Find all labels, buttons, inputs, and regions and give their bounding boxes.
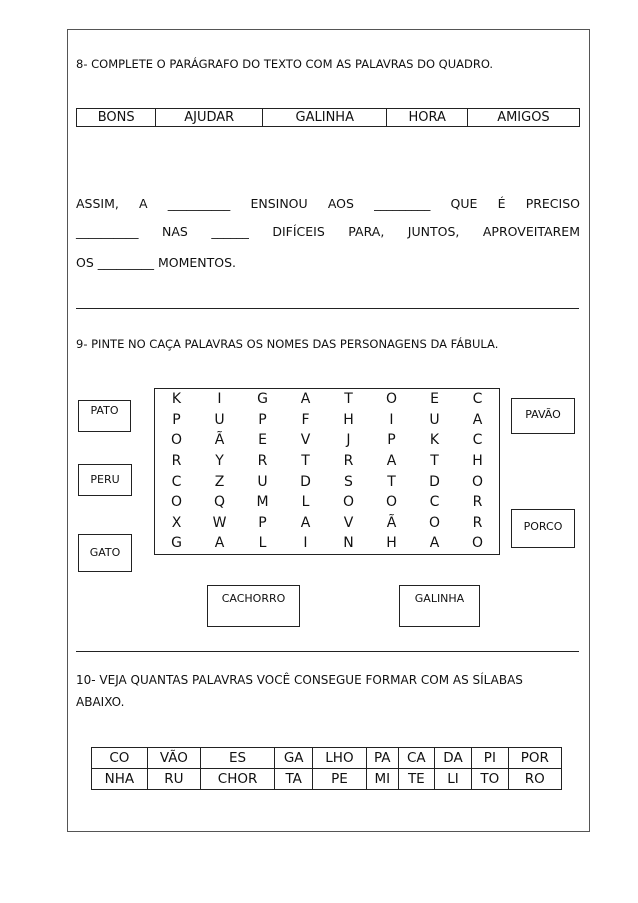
name-box-galinha: GALINHA	[399, 585, 480, 627]
name-box-porco: PORCO	[511, 509, 575, 548]
grid-letter: I	[217, 391, 222, 408]
syllable-row	[92, 748, 562, 769]
grid-letter: O	[385, 391, 398, 408]
grid-letter: W	[212, 514, 227, 531]
grid-letter: O	[385, 494, 398, 511]
grid-letter: Ã	[214, 432, 225, 449]
grid-letter: O	[471, 535, 484, 552]
grid-letter: R	[257, 453, 268, 470]
grid-letter: H	[343, 411, 354, 428]
word-bank-cell: AMIGOS	[467, 109, 579, 127]
word-bank-cell: AJUDAR	[156, 109, 263, 127]
grid-letter: V	[300, 432, 311, 449]
name-box-peru: PERU	[78, 464, 132, 496]
grid-letter: A	[472, 411, 483, 428]
grid-letter: S	[344, 473, 353, 490]
grid-letter: F	[301, 411, 310, 428]
syllable-cell: NHA	[92, 769, 148, 790]
syllable-cell: TA	[275, 769, 313, 790]
paragraph-line-2: __________ NAS ______ DIFÍCEIS PARA, JUNTOS, APROVEITAREM	[76, 224, 580, 239]
syllable-cell: LHO	[313, 748, 367, 769]
syllable-cell: ES	[200, 748, 274, 769]
grid-letter: R	[472, 514, 483, 531]
question-9-title: 9- PINTE NO CAÇA PALAVRAS OS NOMES DAS PERSONAGENS DA FÁBULA.	[76, 337, 499, 351]
grid-letter: R	[343, 453, 354, 470]
word-search-grid	[154, 388, 500, 555]
grid-letter: C	[472, 432, 483, 449]
grid-letter: G	[171, 535, 182, 552]
grid-letter: T	[301, 453, 310, 470]
syllable-cell: RO	[508, 769, 561, 790]
grid-letter: T	[344, 391, 353, 408]
grid-letter: I	[303, 535, 308, 552]
syllable-cell: LI	[434, 769, 471, 790]
name-box-cachorro: CACHORRO	[207, 585, 300, 627]
syllable-cell: CHOR	[200, 769, 274, 790]
grid-letter: P	[387, 432, 396, 449]
grid-row	[155, 471, 500, 492]
syllable-cell: POR	[508, 748, 561, 769]
grid-letter: U	[257, 473, 268, 490]
grid-letter: L	[258, 535, 267, 552]
grid-letter: O	[170, 432, 183, 449]
grid-letter: X	[171, 514, 182, 531]
grid-letter: O	[170, 494, 183, 511]
grid-letter: U	[214, 411, 225, 428]
grid-letter: D	[300, 473, 311, 490]
syllable-cell: PI	[472, 748, 508, 769]
grid-letter: H	[386, 535, 397, 552]
grid-letter: P	[258, 514, 267, 531]
grid-letter: A	[300, 514, 311, 531]
grid-letter: E	[430, 391, 439, 408]
worksheet-page	[67, 29, 590, 832]
grid-letter: I	[389, 411, 394, 428]
grid-letter: K	[429, 432, 440, 449]
word-bank-cell: BONS	[77, 109, 156, 127]
paragraph-line-3: OS _________ MOMENTOS.	[76, 255, 237, 270]
grid-letter: G	[257, 391, 268, 408]
grid-letter: J	[346, 432, 351, 449]
grid-letter: O	[342, 494, 355, 511]
name-box-pavao: PAVÃO	[511, 398, 575, 434]
syllable-row	[92, 769, 562, 790]
grid-letter: T	[430, 453, 439, 470]
syllable-cell: GA	[275, 748, 313, 769]
grid-row	[155, 430, 500, 451]
syllables-table	[91, 747, 562, 790]
syllable-cell: TE	[398, 769, 434, 790]
grid-letter: Q	[213, 494, 226, 511]
grid-letter: A	[386, 453, 397, 470]
grid-letter: P	[258, 411, 267, 428]
grid-letter: M	[256, 494, 269, 511]
grid-letter: R	[171, 453, 182, 470]
grid-row	[155, 410, 500, 431]
syllable-cell: PA	[366, 748, 398, 769]
question-10-title-line-2: ABAIXO.	[76, 695, 125, 709]
word-bank-table	[76, 108, 580, 127]
grid-row	[155, 513, 500, 534]
name-box-pato: PATO	[78, 400, 131, 432]
question-8-title: 8- COMPLETE O PARÁGRAFO DO TEXTO COM AS PALAVRAS DO QUADRO.	[76, 57, 494, 71]
grid-letter: C	[472, 391, 483, 408]
grid-letter: Y	[215, 453, 224, 470]
grid-letter: A	[300, 391, 311, 408]
syllable-cell: PE	[313, 769, 367, 790]
syllable-cell: DA	[434, 748, 471, 769]
paragraph-line-1: ASSIM, A __________ ENSINOU AOS _________ QUE É PRECISO	[76, 196, 580, 211]
grid-letter: C	[429, 494, 440, 511]
question-10-title-line-1: 10- VEJA QUANTAS PALAVRAS VOCÊ CONSEGUE FORMAR COM AS SÍLABAS	[76, 673, 523, 687]
grid-letter: H	[472, 453, 483, 470]
grid-letter: A	[429, 535, 440, 552]
grid-letter: D	[429, 473, 440, 490]
grid-row	[155, 451, 500, 472]
syllable-cell: VÃO	[147, 748, 200, 769]
word-bank-cell: GALINHA	[263, 109, 387, 127]
syllable-cell: CA	[398, 748, 434, 769]
grid-row	[155, 492, 500, 513]
grid-letter: Z	[214, 473, 225, 490]
grid-letter: O	[471, 473, 484, 490]
section-divider	[76, 308, 579, 309]
grid-letter: R	[472, 494, 483, 511]
grid-letter: A	[214, 535, 225, 552]
grid-letter: V	[343, 514, 354, 531]
word-bank-cell: HORA	[387, 109, 467, 127]
grid-letter: O	[428, 514, 441, 531]
name-box-gato: GATO	[78, 534, 132, 572]
grid-letter: N	[343, 535, 354, 552]
syllable-cell: MI	[366, 769, 398, 790]
syllable-cell: CO	[92, 748, 148, 769]
syllable-cell: RU	[147, 769, 200, 790]
section-divider	[76, 651, 579, 652]
grid-letter: P	[172, 411, 181, 428]
grid-letter: T	[387, 473, 396, 490]
grid-letter: K	[171, 391, 182, 408]
grid-letter: E	[258, 432, 267, 449]
syllable-cell: TO	[472, 769, 508, 790]
grid-letter: L	[301, 494, 310, 511]
grid-letter: C	[171, 473, 182, 490]
grid-row	[155, 389, 500, 410]
grid-letter: Ã	[386, 514, 397, 531]
grid-row	[155, 533, 500, 554]
grid-letter: U	[429, 411, 440, 428]
